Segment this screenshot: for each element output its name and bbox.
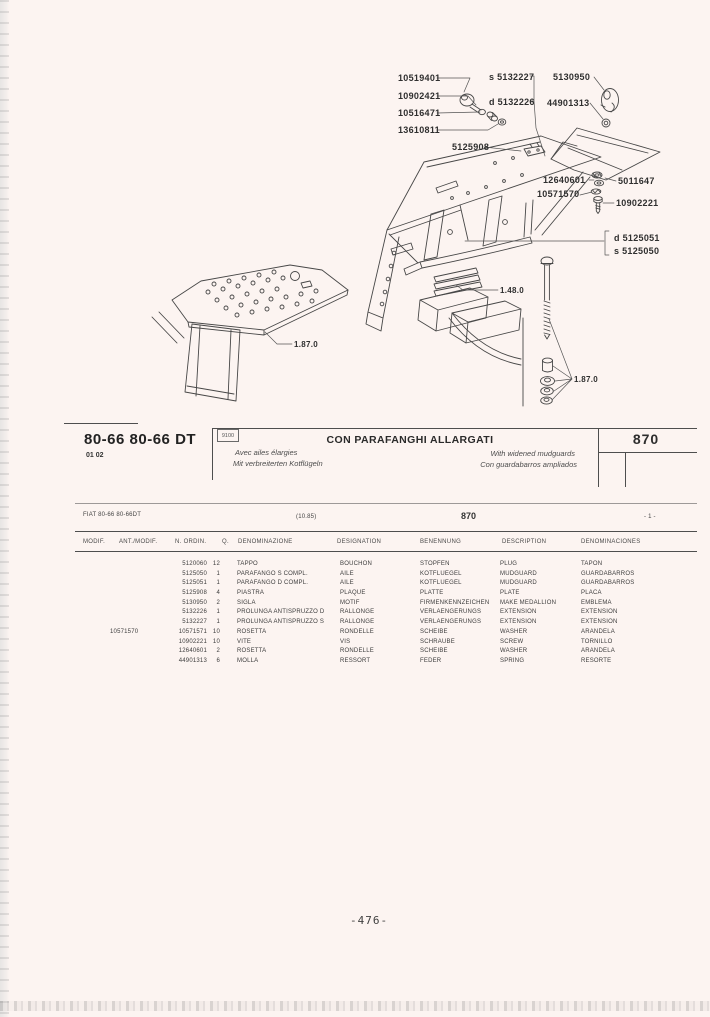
- ref-label: 1.48.0: [500, 286, 525, 295]
- table-number-box-rule: [598, 452, 697, 453]
- model-title: 80-66 80-66 DT: [84, 431, 197, 448]
- part-label: 10516471: [398, 108, 441, 118]
- column-header-q: Q.: [222, 539, 229, 545]
- table-row: 10571570 10571571 10 ROSETTA RONDELLE SCHEIBE WASHER ARANDELA: [110, 628, 615, 635]
- leader-lines: [265, 76, 616, 400]
- part-label: 5125908: [452, 142, 490, 152]
- header-rule-main: [212, 428, 697, 429]
- page-number: -476-: [350, 914, 389, 927]
- table-number-box-divider: [625, 452, 626, 487]
- column-header-ant-modif: ANT./MODIF.: [119, 539, 158, 545]
- part-label: 44901313: [547, 98, 590, 108]
- code-box: 9100: [217, 429, 239, 442]
- table-row: 5125908 4 PIASTRA PLAQUE PLATTE PLATE PLACA: [182, 590, 602, 597]
- table-top-rule: [75, 503, 697, 504]
- part-label: d 5132226: [489, 97, 535, 107]
- table-header-rule: [75, 551, 697, 552]
- scan-noise-band: [0, 1001, 710, 1011]
- column-header-designation: DESIGNATION: [337, 539, 382, 545]
- platform-drawing: [152, 265, 348, 401]
- table-row: 10902221 10 VITE VIS SCHRAUBE SCREW TORNILLO: [178, 638, 613, 645]
- table-meta-rule: [75, 531, 697, 532]
- hardware-long-bolt: [541, 257, 555, 404]
- column-header-benennung: BENENNUNG: [420, 539, 462, 545]
- fender-drawing: [366, 128, 660, 406]
- column-header-n-ordin: N. ORDIN.: [175, 539, 207, 545]
- ref-label: 1.87.0: [574, 375, 599, 384]
- part-label: 13610811: [398, 125, 440, 135]
- header-divider-right: [598, 428, 599, 487]
- part-label: 12640601: [543, 175, 586, 185]
- table-row: 5125050 1 PARAFANGO S COMPL. AILE KOTFLUEGEL MUDGUARD GUARDABARROS: [182, 570, 635, 577]
- table-number: 870: [632, 431, 660, 447]
- part-label: s 5132227: [489, 72, 535, 82]
- parts-table: [0, 561, 710, 668]
- column-header-denominazione: DENOMINAZIONE: [238, 539, 293, 545]
- part-label: 10902421: [398, 91, 441, 101]
- part-label: 10571570: [537, 189, 580, 199]
- subtitle-german: Mit verbreiterten Kotflügeln: [233, 459, 323, 468]
- header-divider-left: [212, 428, 213, 480]
- part-label: 10519401: [398, 73, 441, 83]
- hardware-medallion: [601, 89, 619, 113]
- parts-diagram: [0, 0, 710, 422]
- part-label: 5011647: [618, 176, 655, 186]
- model-subtitle: 01 02: [86, 452, 104, 459]
- table-page-marker: - 1 -: [644, 514, 656, 520]
- part-label: s 5125050: [614, 246, 660, 256]
- table-row: 5132227 1 PROLUNGA ANTISPRUZZO S RALLONGE VERLAENGERUNGS EXTENSION EXTENSION: [182, 619, 618, 626]
- subtitle-english: With widened mudguards: [490, 449, 575, 458]
- table-number-repeat: 870: [461, 511, 477, 521]
- part-label: d 5125051: [614, 233, 660, 243]
- table-row: 12640601 2 ROSETTA RONDELLE SCHEIBE WASHER ARANDELA: [178, 648, 615, 655]
- part-label: 10902221: [616, 198, 659, 208]
- table-row: 44901313 6 MOLLA RESSORT FEDER SPRING RESORTE: [178, 657, 612, 664]
- column-header-denominaciones: DENOMINACIONES: [581, 539, 641, 545]
- table-row: 5120060 12 TAPPO BOUCHON STOPFEN PLUG TAPON: [182, 561, 603, 567]
- subtitle-spanish: Con guardabarros ampliados: [480, 460, 577, 469]
- subtitle-french: Avec ailes élargies: [235, 448, 298, 457]
- part-label: 5130950: [553, 72, 591, 82]
- table-date: (10.85): [296, 514, 317, 520]
- ref-label: 1.87.0: [294, 340, 319, 349]
- table-row: 5125051 1 PARAFANGO D COMPL. AILE KOTFLUEGEL MUDGUARD GUARDABARROS: [182, 580, 635, 587]
- table-model-line: FIAT 80-66 80-66DT: [83, 512, 142, 518]
- header-rule-left: [64, 423, 138, 424]
- table-row: 5130950 2 SIGLA MOTIF FIRMENKENNZEICHEN MAKE MEDALLION EMBLEMA: [182, 599, 612, 606]
- section-title: CON PARAFANGHI ALLARGATI: [326, 434, 494, 446]
- table-row: 5132226 1 PROLUNGA ANTISPRUZZO D RALLONGE VERLAENGERUNGS EXTENSION EXTENSION: [182, 609, 618, 616]
- column-header-modif: MODIF.: [83, 539, 106, 545]
- column-header-description: DESCRIPTION: [502, 539, 547, 545]
